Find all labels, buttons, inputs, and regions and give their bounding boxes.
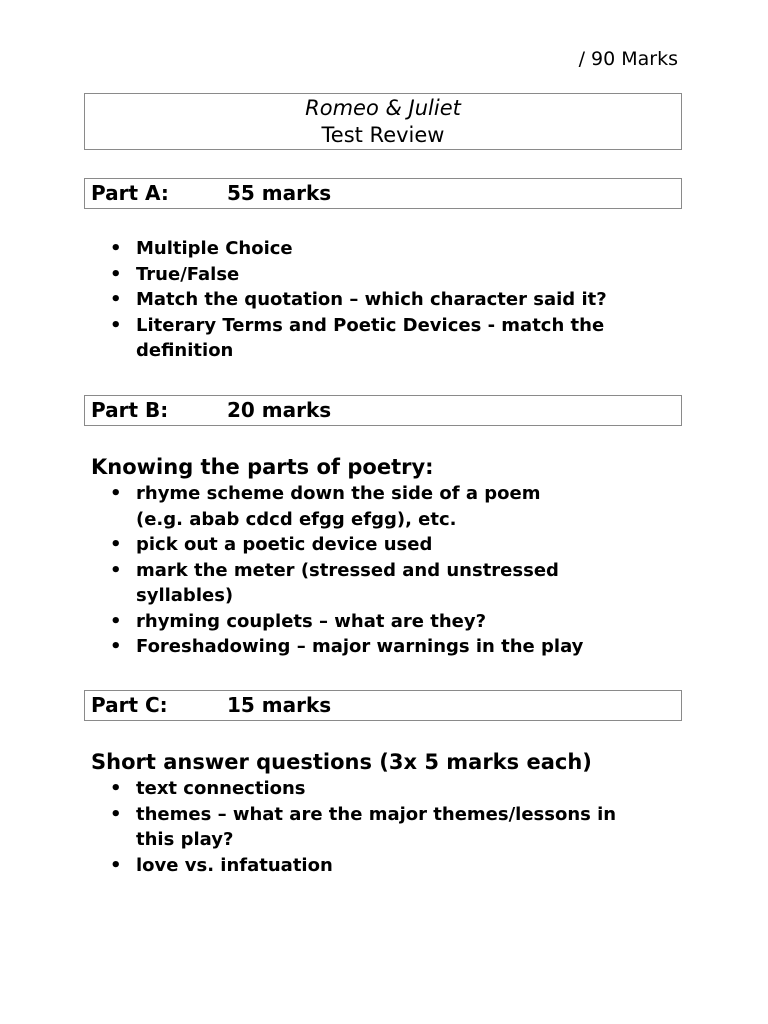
part-b-heading: Knowing the parts of poetry: (91, 455, 434, 479)
part-a-list-item (108, 262, 682, 288)
part-c-heading: Short answer questions (3x 5 marks each) (91, 750, 592, 774)
part-b-list-item (108, 532, 682, 558)
part-a-list-item-text: • Match the quotation – which character said it? (136, 289, 607, 310)
part-b-list-item (108, 558, 682, 609)
part-c-list-item-text: • text connections (136, 778, 306, 799)
part-a-marks: 55 marks (227, 181, 332, 205)
part-a-list-item-text: • Multiple Choice (136, 238, 293, 259)
part-b-marks: 20 marks (227, 398, 332, 422)
part-c-list-item-text: • themes – what are the major themes/lessons in (136, 803, 617, 825)
part-a-list-item (108, 287, 682, 313)
part-c-marks: 15 marks (227, 693, 332, 717)
part-b-list-item-text: • mark the meter (stressed and unstressed (136, 559, 559, 581)
part-c-header (84, 690, 682, 721)
part-b-list-item-text: syllables) (136, 585, 234, 606)
part-c-list-item-text: this play? (136, 829, 234, 850)
title-box (84, 93, 682, 150)
total-marks: / 90 Marks (578, 48, 678, 70)
part-a-list-item (108, 236, 682, 262)
part-a-list (108, 236, 682, 364)
part-c-list (108, 776, 682, 878)
part-a-list-item-text: • True/False (136, 263, 240, 285)
part-b-list (108, 481, 682, 660)
part-a-list-item-text: definition (136, 340, 234, 361)
part-c-list-item (108, 853, 682, 879)
part-a-list-item-text: • Literary Terms and Poetic Devices - match the (136, 314, 605, 336)
part-c-list-item (108, 776, 682, 802)
part-b-label: Part B: (91, 398, 169, 422)
part-b-list-item (108, 634, 682, 660)
part-b-header (84, 395, 682, 426)
title-play-name: Romeo & Juliet (305, 96, 461, 120)
part-b-list-item (108, 609, 682, 635)
part-b-list-item-text: • rhyme scheme down the side of a poem (136, 483, 541, 504)
title-subtitle: Test Review (321, 123, 445, 147)
part-b-list-item-text: • Foreshadowing – major warnings in the play (136, 636, 584, 657)
part-a-list-item (108, 313, 682, 364)
part-c-list-item (108, 802, 682, 853)
part-c-list-item-text: • love vs. infatuation (136, 854, 333, 876)
part-b-list-item-text: • rhyming couplets – what are they? (136, 610, 487, 632)
part-b-list-item-text: (e.g. abab cdcd efgg efgg), etc. (136, 508, 457, 530)
part-b-list-item-text: • pick out a poetic device used (136, 534, 433, 555)
part-a-label: Part A: (91, 181, 169, 205)
part-c-label: Part C: (91, 693, 168, 717)
part-a-header (84, 178, 682, 209)
part-b-list-item (108, 481, 682, 532)
